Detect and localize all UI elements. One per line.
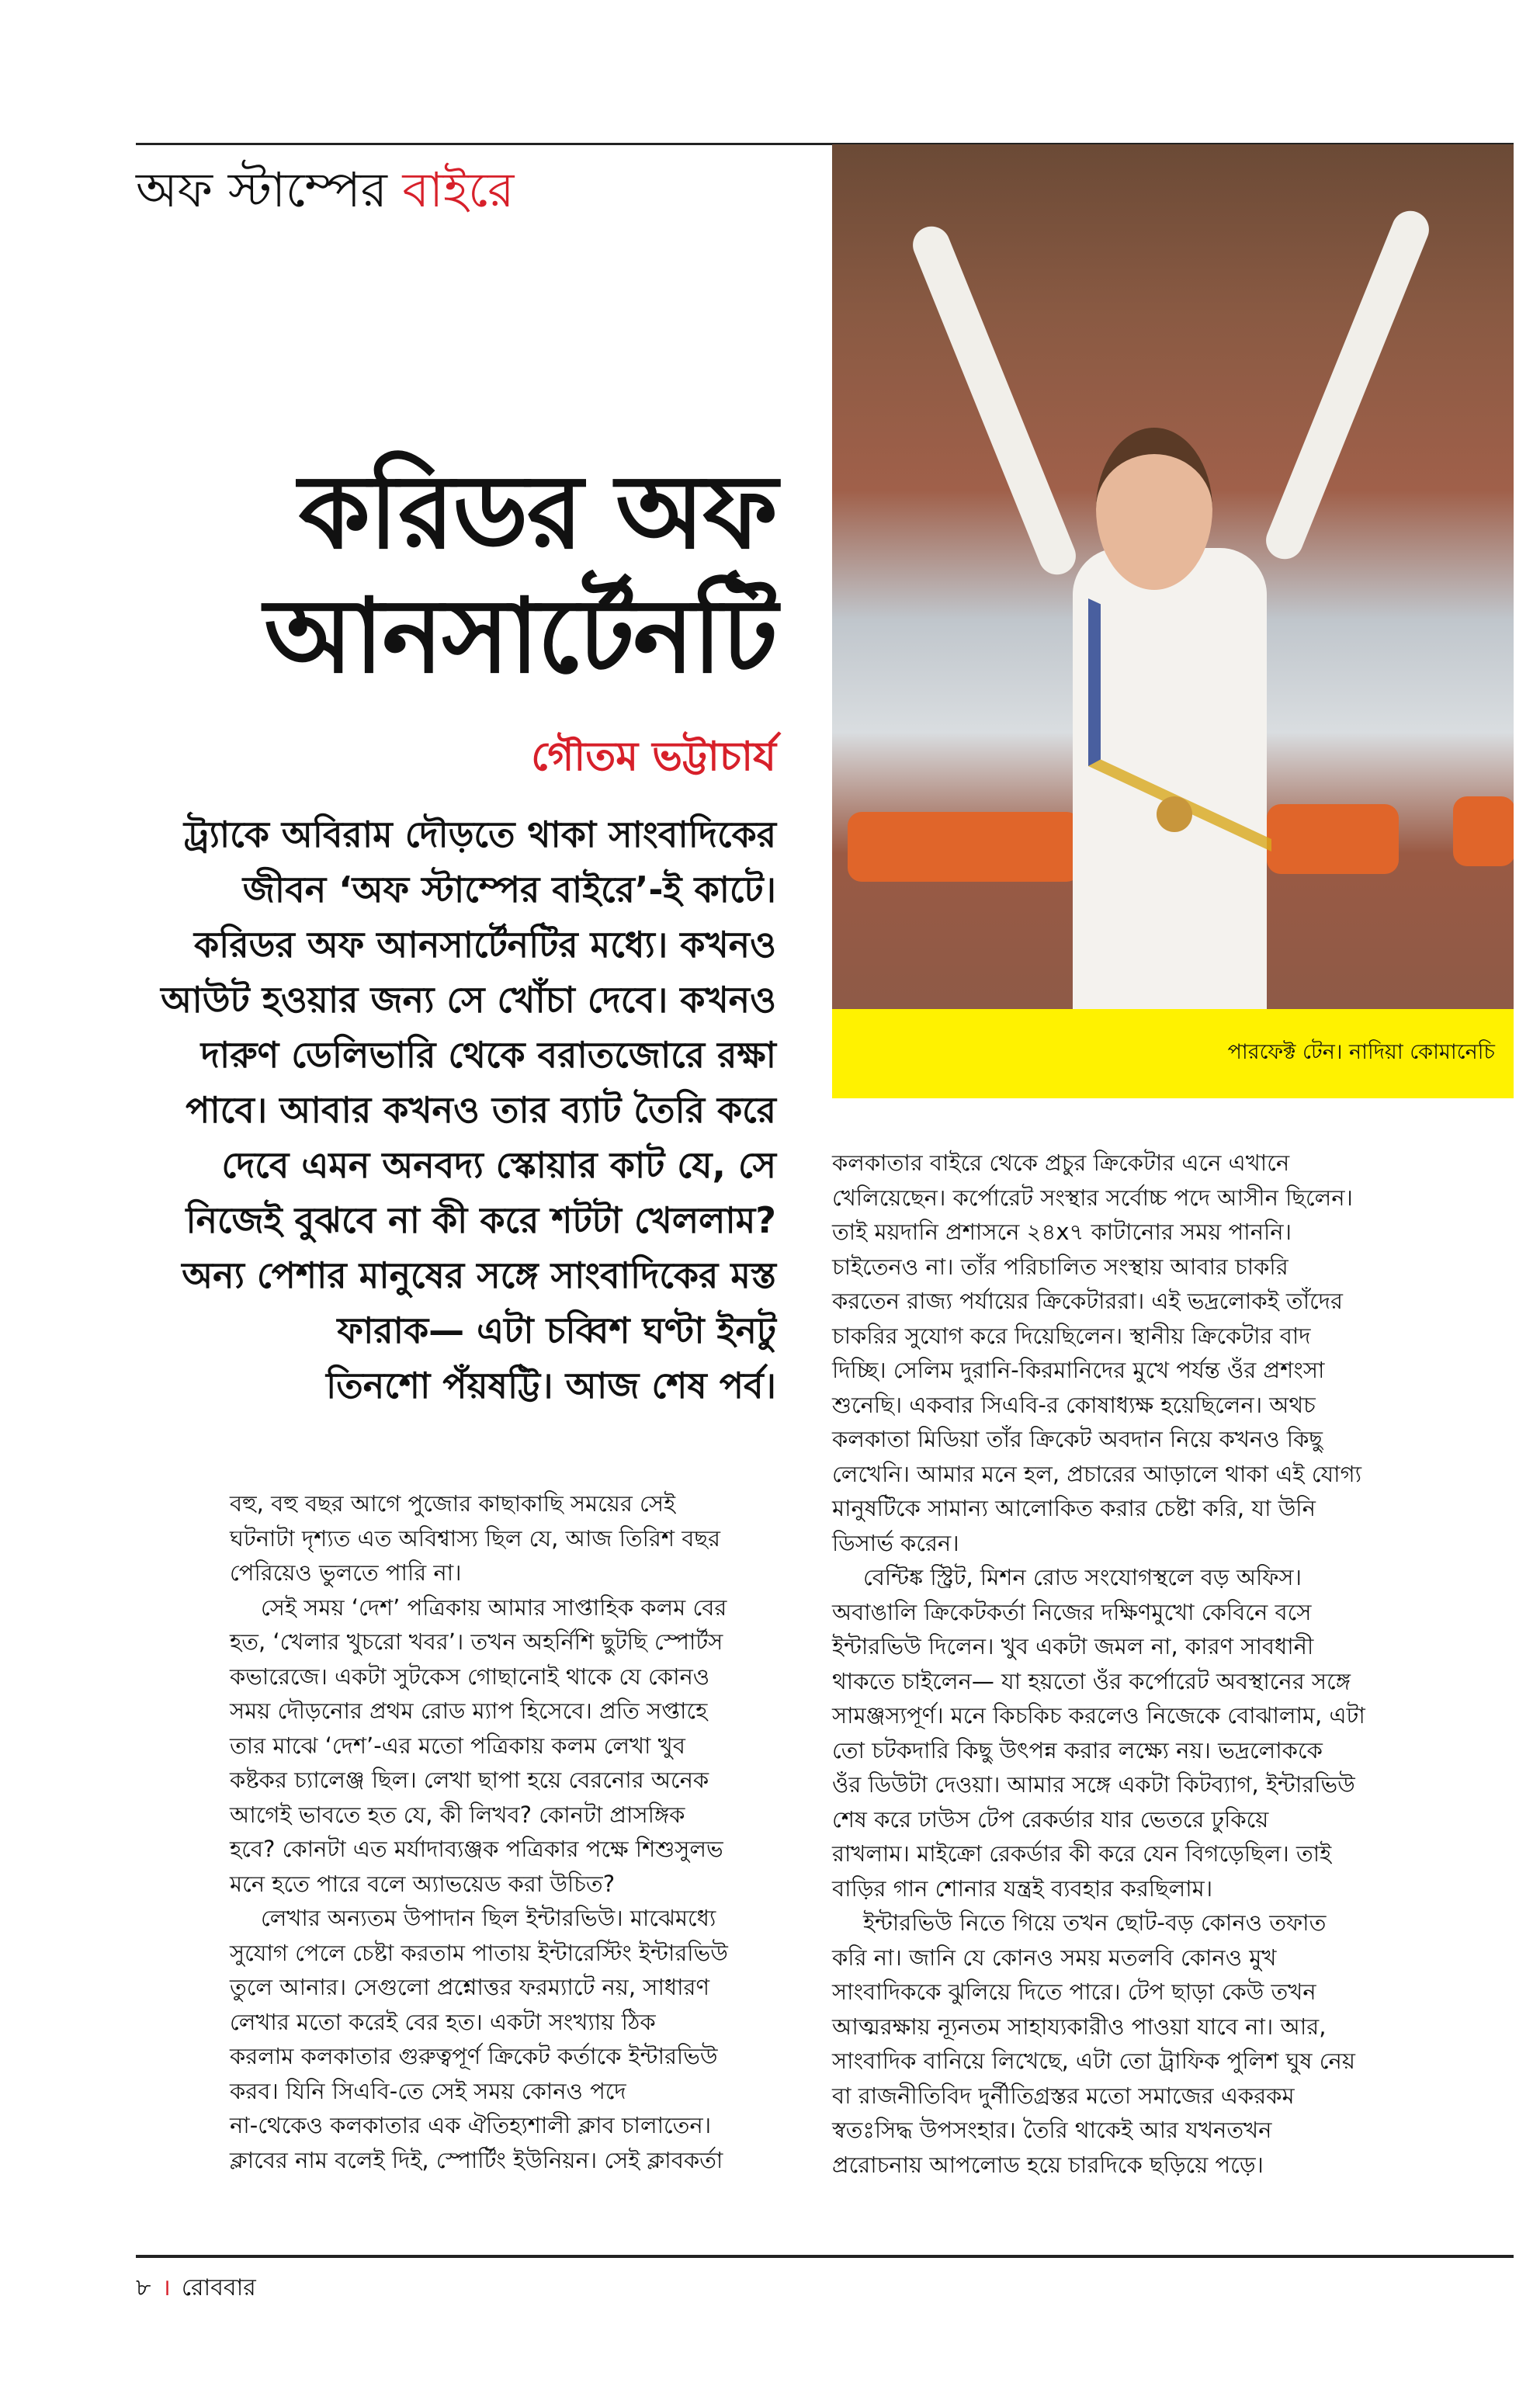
text-line: ইন্টারভিউ দিলেন। খুব একটা জমল না, কারণ সাবধানী <box>832 1633 1314 1659</box>
text-line: তিনশো পঁয়ষট্টি। আজ শেষ পর্ব। <box>326 1365 776 1406</box>
text-line: ফারাক— এটা চব্বিশ ঘণ্টা ইনটু <box>337 1309 776 1351</box>
text-line: করলাম কলকাতার গুরুত্বপূর্ণ ক্রিকেট কর্তাকে ইন্টারভিউ <box>230 2043 718 2069</box>
section-kicker <box>136 159 514 221</box>
text-line: কলকাতার বাইরে থেকে প্রচুর ক্রিকেটার এনে এখানে <box>832 1150 1290 1176</box>
photo-caption-band <box>832 1009 1514 1098</box>
photo-medal <box>1157 796 1192 832</box>
text-line: মনে হতে পারে বলে অ্যাভয়েড করা উচিত? <box>230 1870 616 1897</box>
footer-separator: । <box>161 2274 171 2301</box>
text-line: করতেন রাজ্য পর্যায়ের ক্রিকেটাররা। এই ভদ্রলোকই তাঁদের <box>832 1288 1343 1314</box>
bottom-rule <box>136 2255 1514 2258</box>
text-line: চাইতেনও না। তাঁর পরিচালিত সংস্থায় আবার চাকরি <box>832 1253 1289 1280</box>
article-title <box>140 450 776 699</box>
photo-arm <box>1261 205 1434 564</box>
page-number: ৮ <box>136 2274 151 2301</box>
text-line: ওঁর ডিউটা দেওয়া। আমার সঙ্গে একটা কিটব্যাগ, ইন্টারভিউ <box>832 1771 1355 1798</box>
text-line: কভারেজে। একটা সুটকেস গোছানোই থাকে যে কোনও <box>230 1663 710 1690</box>
title-line: আনসার্টেনটি <box>264 577 776 696</box>
text-line: আগেই ভাবতে হত যে, কী লিখব? কোনটা প্রাসঙ্গিক <box>230 1801 685 1828</box>
photo-arm <box>907 220 1081 580</box>
text-line: তার মাঝে ‘দেশ’-এর মতো পত্রিকায় কলম লেখা খুব <box>230 1732 685 1759</box>
title-line: করিডর অফ <box>298 453 776 572</box>
text-line: হত, ‘খেলার খুচরো খবর’। তখন অহর্নিশি ছুটছি স্পোর্টস <box>230 1628 723 1655</box>
kicker-black: অফ স্টাম্পের <box>136 161 387 218</box>
text-line: সামঞ্জস্যপূর্ণ। মনে কিচকিচ করলেও নিজেকে বোঝালাম, এটা <box>832 1702 1365 1729</box>
body-column-right <box>832 1146 1414 2182</box>
text-line: নিজেই বুঝবে না কী করে শটটা খেললাম? <box>186 1199 776 1241</box>
text-line: বাড়ির গান শোনার যন্ত্রই ব্যবহার করছিলাম। <box>832 1875 1213 1902</box>
kicker-red: বাইরে <box>402 161 515 218</box>
text-line: অবাঙালি ক্রিকেটকর্তা নিজের দক্ষিণমুখো কেবিনে বসে <box>832 1598 1312 1625</box>
text-line: বহু, বহু বছর আগে পুজোর কাছাকাছি সময়ের সেই <box>230 1490 676 1517</box>
text-line: শেষ করে ঢাউস টেপ রেকর্ডার যার ভেতরে ঢুকিয়ে <box>832 1805 1269 1833</box>
text-line: লেখেনি। আমার মনে হল, প্রচারের আড়ালে থাকা এই যোগ্য <box>832 1460 1362 1487</box>
text-line: তুলে আনার। সেগুলো প্রশ্নোত্তর ফরম্যাটে নয়, সাধারণ <box>230 1974 710 2000</box>
text-line: লেখার মতো করেই বের হত। একটা সংখ্যায় ঠিক <box>230 2008 656 2035</box>
text-line: পাবে। আবার কখনও তার ব্যাট তৈরি করে <box>186 1089 776 1131</box>
text-line: স্বতঃসিদ্ধ উপসংহার। তৈরি থাকেই আর যখনতখন <box>832 2117 1272 2143</box>
text-line: জীবন ‘অফ স্টাম্পের বাইরে’-ই কাটে। <box>242 869 776 910</box>
text-line: পেরিয়েও ভুলতে পারি না। <box>230 1559 462 1586</box>
text-line: প্ররোচনায় আপলোড হয়ে চারদিকে ছড়িয়ে পড়ে। <box>832 2151 1264 2178</box>
text-line: বা রাজনীতিবিদ দুর্নীতিগ্রস্তর মতো সমাজের একরকম <box>832 2082 1295 2109</box>
photo-seat <box>848 812 1080 882</box>
text-line: দিচ্ছি। সেলিম দুরানি-কিরমানিদের মুখে পর্যন্ত ওঁর প্রশংসা <box>832 1357 1325 1383</box>
text-line: ইন্টারভিউ নিতে গিয়ে তখন ছোট-বড় কোনও তফাত <box>863 1909 1327 1936</box>
text-line: করি না। জানি যে কোনও সময় মতলবি কোনও মুখ <box>832 1944 1277 1971</box>
text-line: শুনেছি। একবার সিএবি-র কোষাধ্যক্ষ হয়েছিলেন। অথচ <box>832 1391 1316 1418</box>
text-line: রাখলাম। মাইক্রো রেকর্ডার কী করে যেন বিগড়েছিল। তাই <box>832 1840 1332 1867</box>
photo-head <box>1096 428 1212 590</box>
text-line: করব। যিনি সিএবি-তে সেই সময় কোনও পদে <box>230 2077 626 2104</box>
article-intro <box>124 807 776 1413</box>
photo-seat <box>1453 796 1514 866</box>
text-line: দেবে এমন অনবদ্য স্কোয়ার কাট যে, সে <box>221 1144 776 1186</box>
text-line: খেলিয়েছেন। কর্পোরেট সংস্থার সর্বোচ্চ পদে আসীন ছিলেন। <box>832 1184 1353 1211</box>
text-line: না-থেকেও কলকাতার এক ঐতিহ্যশালী ক্লাব চালাতেন। <box>230 2112 712 2138</box>
text-line: আত্মরক্ষায় ন্যূনতম সাহায্যকারীও পাওয়া যাবে না। আর, <box>832 2013 1327 2040</box>
text-line: মানুষটিকে সামান্য আলোকিত করার চেষ্টা করি, যা উনি <box>832 1495 1316 1521</box>
body-column-left <box>230 1486 773 2177</box>
photo-caption: পারফেক্ট টেন। নাদিয়া কোমানেচি <box>1227 1040 1495 1064</box>
text-line: করিডর অফ আনসার্টেনটির মধ্যে। কখনও <box>194 924 776 966</box>
text-line: আউট হওয়ার জন্য সে খোঁচা দেবে। কখনও <box>161 979 776 1021</box>
text-line: হবে? কোনটা এত মর্যাদাব্যঞ্জক পত্রিকার পক্ষে শিশুসুলভ <box>230 1836 723 1862</box>
text-line: ক্লাবের নাম বলেই দিই, স্পোর্টিং ইউনিয়ন। সেই ক্লাবকর্তা <box>230 2146 723 2173</box>
page-footer <box>136 2273 256 2304</box>
article-photo <box>832 144 1514 1009</box>
text-line: দারুণ ডেলিভারি থেকে বরাতজোরে রক্ষা <box>200 1034 776 1076</box>
text-line: লেখার অন্যতম উপাদান ছিল ইন্টারভিউ। মাঝেমধ্যে <box>261 1905 716 1931</box>
photo-seat <box>1267 804 1399 874</box>
text-line: তাই ময়দানি প্রশাসনে ২৪x৭ কাটানোর সময় পাননি। <box>832 1219 1292 1245</box>
text-line: ঘটনাটা দৃশ্যত এত অবিশ্বাস্য ছিল যে, আজ তিরিশ বছর <box>230 1524 720 1552</box>
text-line: চাকরির সুযোগ করে দিয়েছিলেন। স্থানীয় ক্রিকেটার বাদ <box>832 1322 1311 1349</box>
text-line: সাংবাদিক বানিয়ে লিখেছে, এটা তো ট্রাফিক পুলিশ ঘুষ নেয় <box>832 2048 1355 2074</box>
text-line: সময় দৌড়নোর প্রথম রোড ম্যাপ হিসেবে। প্রতি সপ্তাহে <box>230 1698 708 1724</box>
text-line: সাংবাদিককে ঝুলিয়ে দিতে পারে। টেপ ছাড়া কেউ তখন <box>832 1979 1316 2005</box>
text-line: ডিসার্ভ করেন। <box>832 1529 959 1556</box>
text-line: সুযোগ পেলে চেষ্টা করতাম পাতায় ইন্টারেস্টিং ইন্টারভিউ <box>230 1939 728 1966</box>
text-line: সেই সময় ‘দেশ’ পত্রিকায় আমার সাপ্তাহিক কলম বের <box>261 1594 727 1621</box>
text-line: বেন্টিঙ্ক স্ট্রিট, মিশন রোড সংযোগস্থলে বড় অফিস। <box>863 1564 1302 1590</box>
text-line: থাকতে চাইলেন— যা হয়তো ওঁর কর্পোরেট অবস্থানের সঙ্গে <box>832 1667 1351 1694</box>
magazine-name: রোববার <box>181 2274 256 2301</box>
text-line: তো চটকদারি কিছু উৎপন্ন করার লক্ষ্যে নয়। ভদ্রলোককে <box>832 1736 1323 1764</box>
text-line: কষ্টকর চ্যালেঞ্জ ছিল। লেখা ছাপা হয়ে বেরনোর অনেক <box>230 1767 709 1793</box>
text-line: কলকাতা মিডিয়া তাঁর ক্রিকেট অবদান নিয়ে কখনও কিছু <box>832 1426 1323 1452</box>
author-byline: গৌতম ভট্টাচার্য <box>531 734 776 780</box>
text-line: ট্র্যাকে অবিরাম দৌড়তে থাকা সাংবাদিকের <box>183 813 776 855</box>
text-line: অন্য পেশার মানুষের সঙ্গে সাংবাদিকের মস্ত <box>182 1254 776 1296</box>
